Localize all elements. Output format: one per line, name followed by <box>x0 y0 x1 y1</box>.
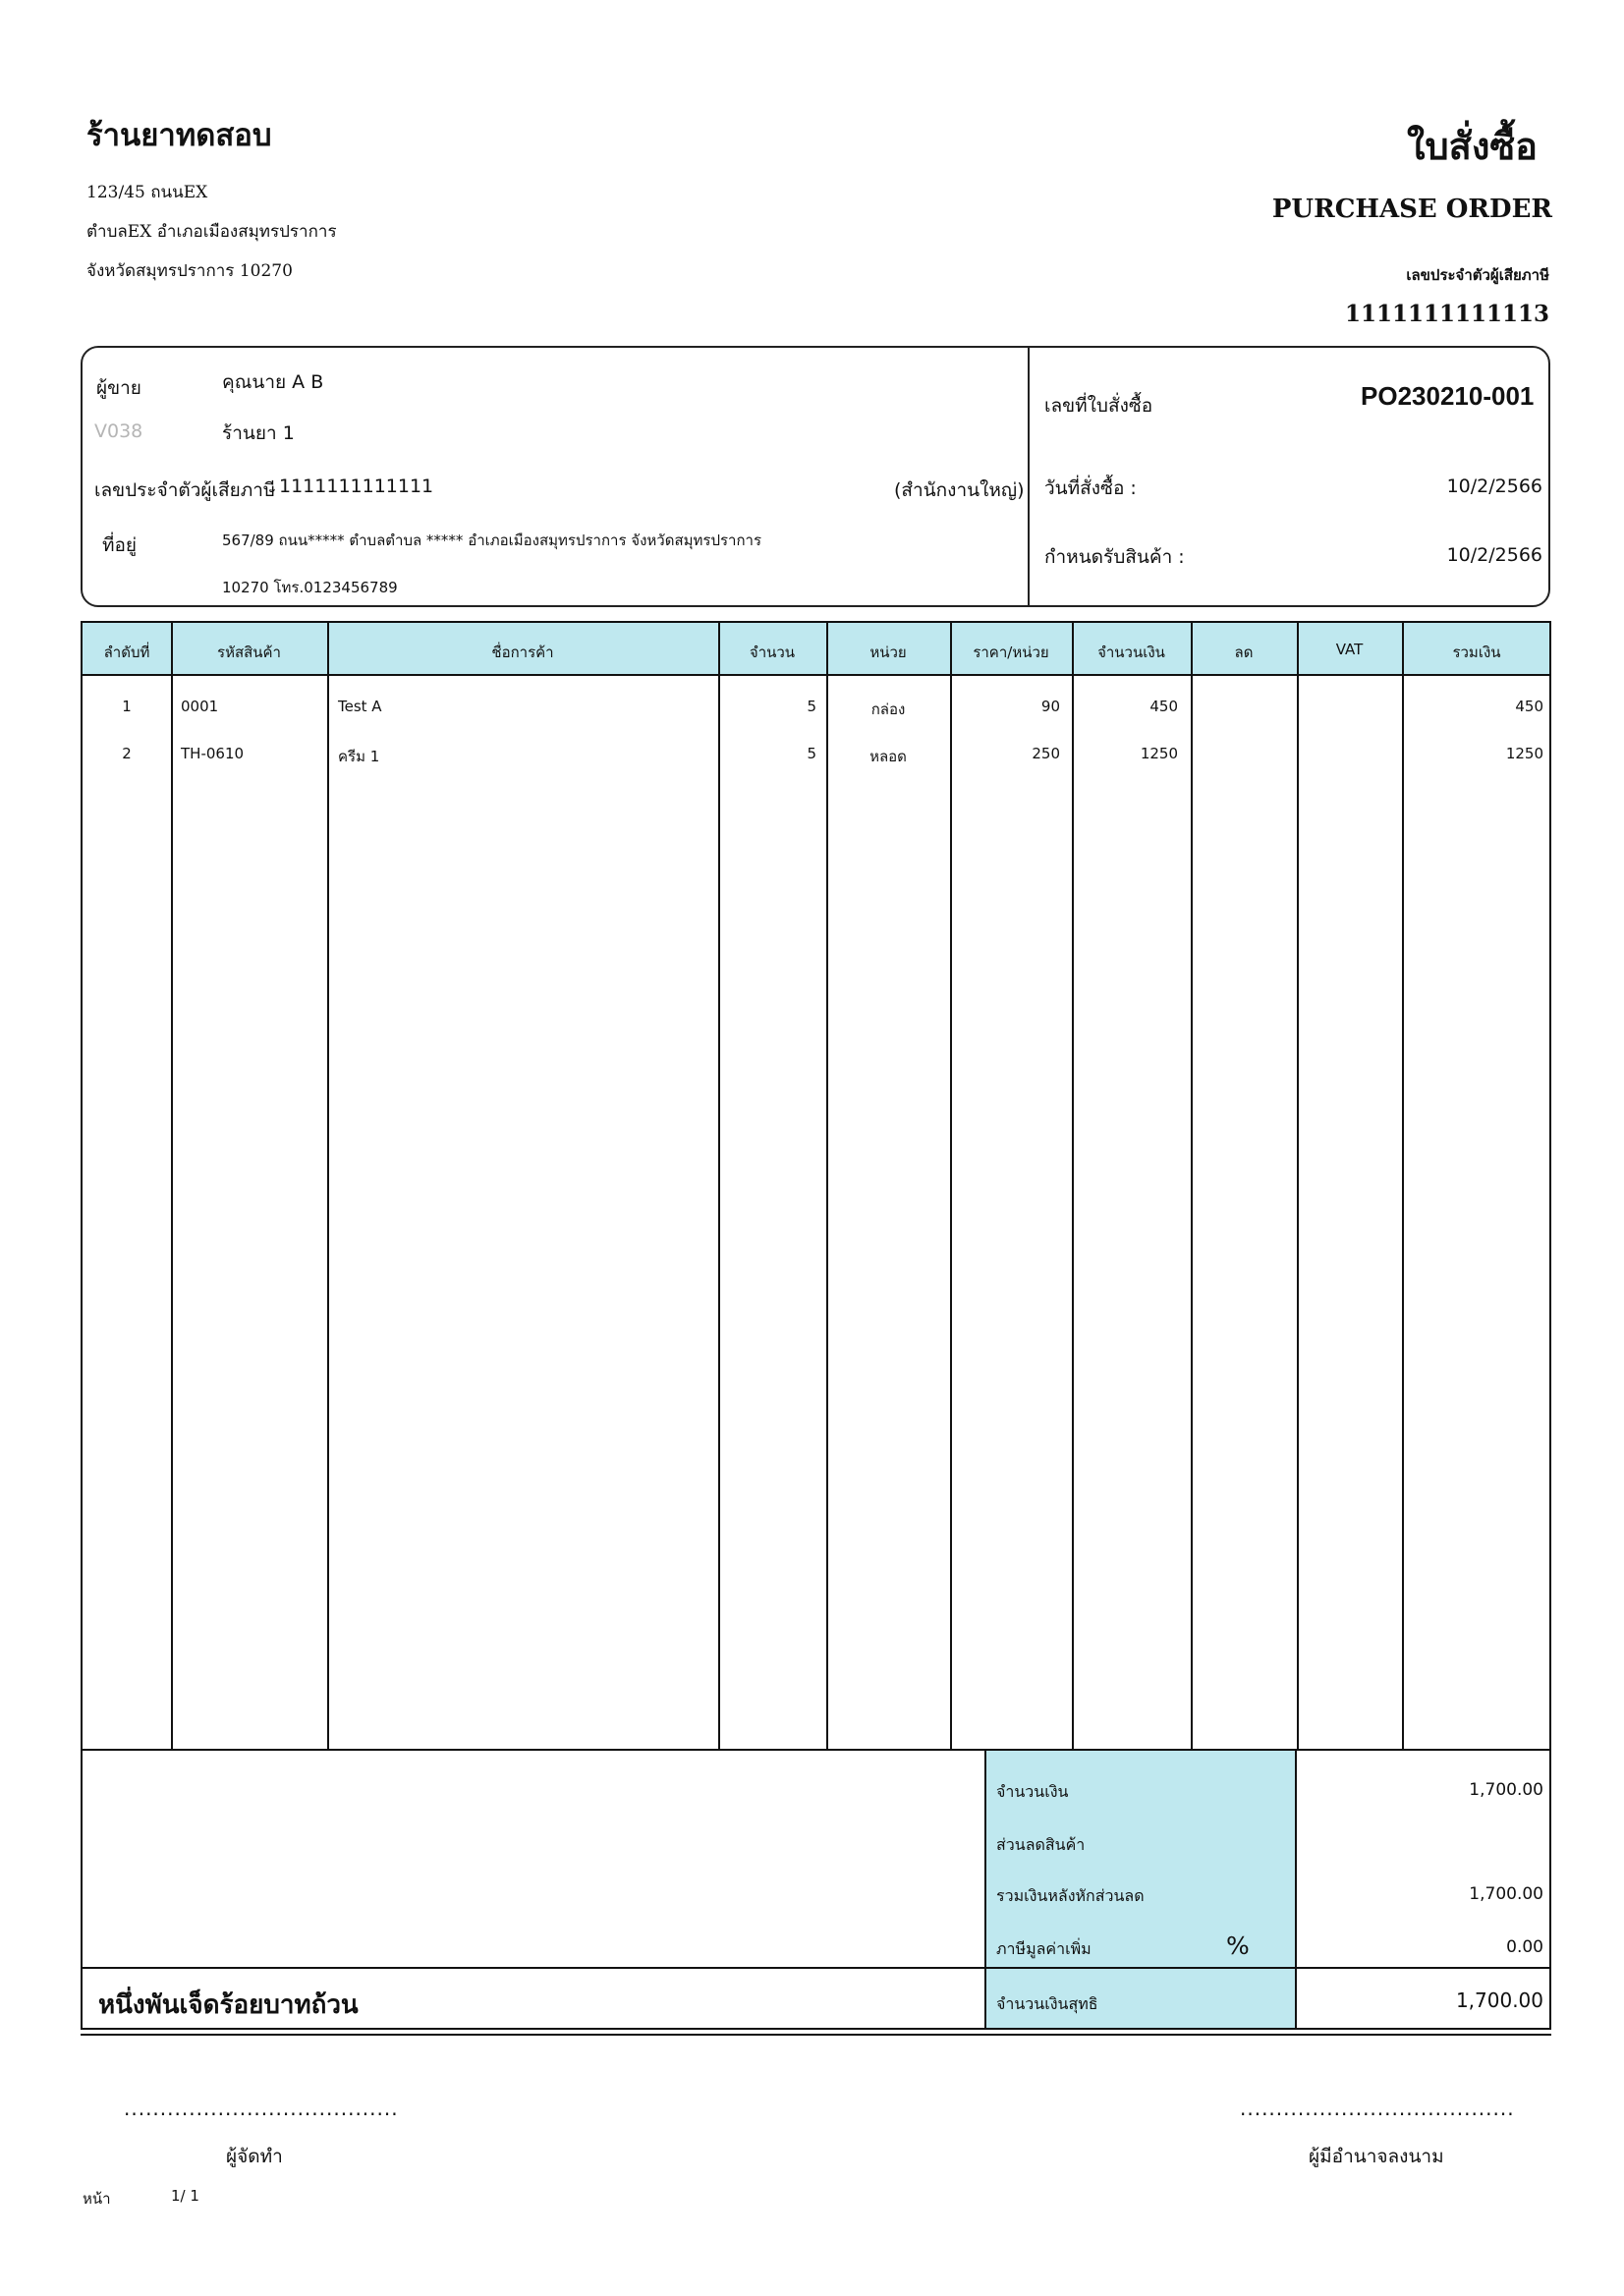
column-divider <box>1402 623 1404 1749</box>
vendor-address-label: ที่อยู่ <box>102 534 138 556</box>
vendor-address-line1: 567/89 ถนน***** ตำบลตำบล ***** อำเภอเมืองสมุทรปราการ จังหวัดสมุทรปราการ <box>222 532 762 549</box>
vendor-tax-label: เลขประจำตัวผู้เสียภาษี <box>94 479 276 501</box>
company-tax-id-label: เลขประจำตัวผู้เสียภาษี <box>1406 266 1549 284</box>
row-code: 0001 <box>181 698 219 715</box>
after-discount-label: รวมเงินหลังหักส่วนลด <box>996 1886 1145 1905</box>
column-divider <box>1297 623 1299 1749</box>
po-number: PO230210-001 <box>1361 381 1535 411</box>
vat-percent-sign: % <box>1226 1932 1250 1960</box>
totals-section <box>81 1749 1551 2030</box>
subtotal-value: 1,700.00 <box>1469 1780 1543 1800</box>
net-total-value: 1,700.00 <box>1455 1988 1543 2012</box>
authorized-label: ผู้มีอำนาจลงนาม <box>1309 2146 1444 2167</box>
order-date: 10/2/2566 <box>1446 476 1542 497</box>
preparer-label: ผู้จัดทำ <box>226 2146 283 2167</box>
delivery-date-label: กำหนดรับสินค้า : <box>1044 546 1185 568</box>
row-seq: 2 <box>122 745 132 762</box>
vendor-address-line2: 10270 โทร.0123456789 <box>222 579 398 596</box>
column-divider <box>1191 623 1193 1749</box>
page-number: 1/ 1 <box>171 2187 199 2205</box>
row-amount: 450 <box>1149 698 1178 715</box>
vendor-code: V038 <box>94 420 143 442</box>
row-qty: 5 <box>807 698 816 715</box>
preparer-signature-line: ...................................... <box>124 2097 399 2120</box>
totals-border <box>81 1749 83 2030</box>
vendor-branch: (สำนักงานใหญ่) <box>894 479 1025 501</box>
column-divider <box>171 623 173 1749</box>
items-table <box>81 621 1551 1751</box>
column-divider <box>1072 623 1074 1749</box>
totals-border <box>81 1967 1551 1969</box>
row-amount: 1250 <box>1140 745 1178 762</box>
totals-divider <box>1295 1749 1297 2030</box>
header-price: ราคา/หน่วย <box>973 644 1049 661</box>
header-seq: ลำดับที่ <box>103 644 150 661</box>
totals-border <box>81 1749 1551 1751</box>
header-amount: จำนวนเงิน <box>1097 644 1165 661</box>
vat-label: ภาษีมูลค่าเพิ่ม <box>996 1939 1092 1958</box>
vendor-shop: ร้านยา 1 <box>222 422 295 444</box>
row-total: 450 <box>1515 698 1543 715</box>
header-vat: VAT <box>1335 641 1364 658</box>
column-divider <box>950 623 952 1749</box>
column-divider <box>718 623 720 1749</box>
header-discount: ลด <box>1234 644 1254 661</box>
totals-border <box>81 2028 1551 2030</box>
po-number-label: เลขที่ใบสั่งซื้อ <box>1044 395 1153 417</box>
row-name: ครีม 1 <box>338 748 380 765</box>
vendor-box-divider <box>1028 347 1030 606</box>
row-name: Test A <box>338 698 382 715</box>
seller-label: ผู้ขาย <box>96 377 141 399</box>
row-seq: 1 <box>122 698 132 715</box>
document-title-thai: ใบสั่งซื้อ <box>1406 124 1538 168</box>
order-date-label: วันที่สั่งซื้อ : <box>1044 477 1137 499</box>
totals-divider <box>984 1749 986 2030</box>
amount-in-words: หนึ่งพันเจ็ดร้อยบาทถ้วน <box>98 1990 359 2020</box>
subtotal-label: จำนวนเงิน <box>996 1782 1069 1801</box>
row-code: TH-0610 <box>181 745 245 762</box>
header-name: ชื่อการค้า <box>491 644 554 661</box>
page-label: หน้า <box>83 2190 111 2208</box>
vendor-tax-id: 1111111111111 <box>279 476 434 497</box>
row-unit: หลอด <box>869 748 907 765</box>
row-qty: 5 <box>807 745 816 762</box>
header-code: รหัสสินค้า <box>217 644 281 661</box>
shop-address-line1: 123/45 ถนนEX <box>86 183 208 202</box>
column-divider <box>826 623 828 1749</box>
shop-address-line2: ตำบลEX อำเภอเมืองสมุทรปราการ <box>86 222 337 242</box>
authorized-signature-line: ...................................... <box>1240 2097 1515 2120</box>
document-title-english: PURCHASE ORDER <box>1271 195 1552 224</box>
net-total-label: จำนวนเงินสุทธิ <box>996 1994 1098 2013</box>
column-divider <box>327 623 329 1749</box>
after-discount-value: 1,700.00 <box>1469 1884 1543 1904</box>
row-price: 90 <box>1040 698 1060 715</box>
header-qty: จำนวน <box>749 644 796 661</box>
header-unit: หน่วย <box>869 644 907 661</box>
discount-label: ส่วนลดสินค้า <box>996 1835 1086 1854</box>
vat-value: 0.00 <box>1506 1937 1543 1957</box>
company-tax-id: 1111111111113 <box>1344 301 1549 327</box>
row-unit: กล่อง <box>870 700 906 718</box>
delivery-date: 10/2/2566 <box>1446 544 1542 566</box>
row-price: 250 <box>1032 745 1060 762</box>
totals-border <box>1549 1749 1551 2030</box>
header-total: รวมเงิน <box>1452 644 1501 661</box>
row-total: 1250 <box>1505 745 1543 762</box>
shop-name: ร้านยาทดสอบ <box>86 118 272 153</box>
shop-address-line3: จังหวัดสมุทรปราการ 10270 <box>86 261 293 281</box>
totals-border <box>81 2034 1551 2036</box>
seller-name: คุณนาย A B <box>222 371 324 393</box>
